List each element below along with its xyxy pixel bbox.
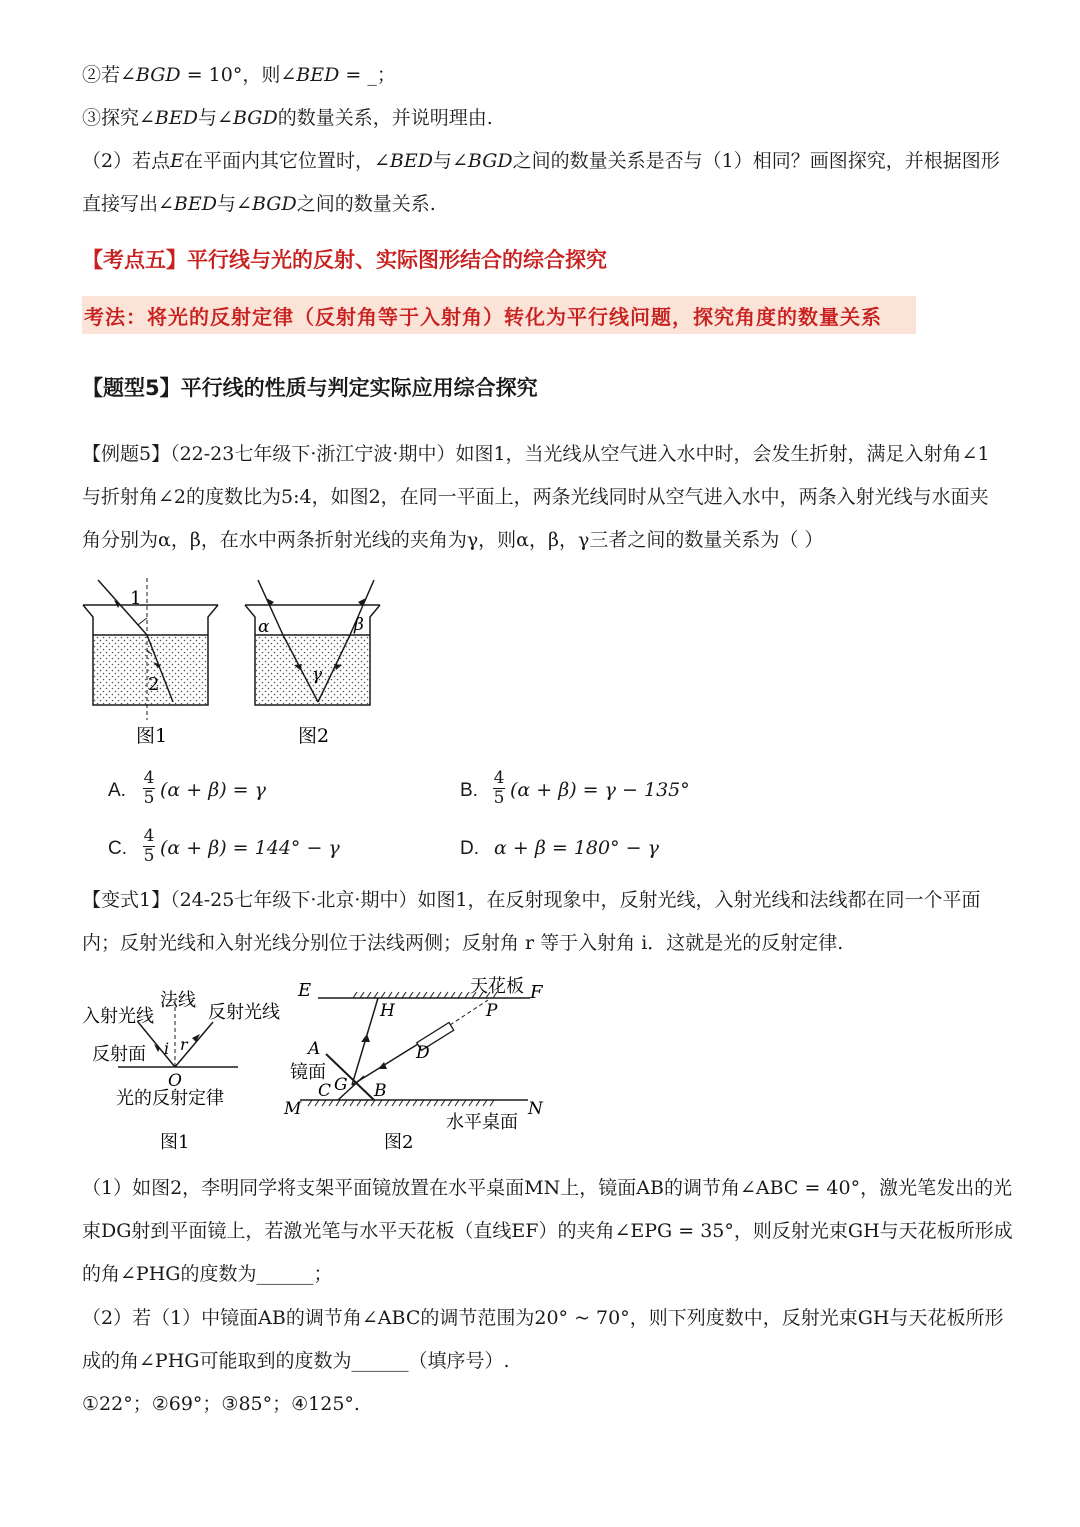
fig2-B: B [374, 1081, 387, 1101]
fig2-N: N [528, 1099, 543, 1119]
example5-line1: 【例题5】（22-23七年级下·浙江宁波·期中）如图1，当光线从空气进入水中时，会发生折射，满足入射角∠1 [82, 443, 990, 465]
option-d-expr: α + β = 180° − γ [494, 837, 659, 859]
option-c-expr: (α + β) = 144° − γ [160, 837, 340, 859]
q1-part2-line1: （2）若点E在平面内其它位置时，∠BED与∠BGD之间的数量关系是否与（1）相同？画图探究，并根据图形 [82, 150, 1000, 172]
q1-line-2: ②若∠BGD = 10°，则∠BED = _； [82, 64, 396, 86]
kaodian-heading: 【考点五】平行线与光的反射、实际图形结合的综合探究 [82, 248, 607, 272]
fig2-A: A [308, 1039, 321, 1059]
fig2-C: C [318, 1081, 332, 1101]
fig2-label: 图2 [298, 725, 330, 747]
option-a-fraction [143, 769, 155, 808]
option-b-expr: (α + β) = γ − 135° [510, 779, 690, 801]
option-b-fraction [493, 769, 505, 808]
variant1-p1-line3: 的角∠PHG的度数为______； [82, 1263, 333, 1285]
variant1-line2: 内；反射光线和入射光线分别位于法线两侧；反射角 r 等于入射角 i．这就是光的反射定律. [82, 932, 844, 954]
fig2-beta: β [354, 615, 364, 635]
fig2-G: G [334, 1075, 348, 1095]
section-title: 【题型5】平行线的性质与判定实际应用综合探究 [82, 376, 538, 400]
fig1-O-label: O [168, 1071, 182, 1091]
fig1-r-label: r [180, 1035, 188, 1054]
option-b-den: 5 [493, 788, 505, 808]
variant1-p1-line1: （1）如图2，李明同学将支架平面镜放置在水平桌面MN上，镜面AB的调节角∠ABC = 40°，激光笔发出的光 [82, 1177, 1013, 1199]
fig2-beaker [245, 580, 380, 705]
fig2-gamma: γ [312, 665, 323, 685]
refraction-figures [78, 570, 398, 760]
variant1-p2-line1: （2）若（1）中镜面AB的调节角∠ABC的调节范围为20° ~ 70°，则下列度数中，反射光束GH与天花板所形 [82, 1307, 1004, 1329]
fig2-desk: 水平桌面 [446, 1112, 518, 1133]
fig2-E: E [298, 980, 312, 1001]
fig1-angle-1: 1 [130, 588, 142, 609]
option-c-fraction [143, 827, 155, 866]
option-a-den: 5 [143, 788, 155, 808]
fig1-normal-label: 法线 [160, 990, 196, 1011]
fig2-alpha: α [258, 617, 270, 637]
option-a-expr: (α + β) = γ [160, 779, 266, 801]
fig1-label: 图1 [136, 725, 168, 747]
option-a-letter: A. [108, 780, 126, 801]
variant1-line1: 【变式1】（24-25七年级下·北京·期中）如图1，在反射现象中，反射光线，入射光线和法线都在同一个平面 [82, 889, 981, 911]
q1-line-3: ③探究∠BED与∠BGD的数量关系，并说明理由. [82, 107, 493, 129]
option-b-num: 4 [493, 768, 505, 788]
kaodian-method: 考法：将光的反射定律（反射角等于入射角）转化为平行线问题，探究角度的数量关系 [84, 305, 882, 329]
option-a-num: 4 [143, 768, 155, 788]
fig1-incident-label: 入射光线 [82, 1006, 154, 1027]
variant-fig2-label: 图2 [384, 1132, 414, 1153]
fig2-mirror: 镜面 [290, 1062, 326, 1083]
reflection-figures [78, 972, 558, 1162]
variant1-choices: ①22°；②69°；③85°；④125°. [82, 1393, 360, 1415]
option-c-num: 4 [143, 826, 155, 846]
option-c-letter: C. [108, 838, 127, 859]
fig1-surface-label: 反射面 [92, 1044, 146, 1065]
fig2-D: D [416, 1043, 430, 1063]
fig2-F: F [530, 982, 543, 1003]
fig2-M: M [284, 1099, 302, 1119]
variant1-p2-line2: 成的角∠PHG可能取到的度数为______（填序号）. [82, 1350, 510, 1372]
option-b-letter: B. [460, 780, 478, 801]
example5-line3: 角分别为α，β，在水中两条折射光线的夹角为γ，则α，β，γ三者之间的数量关系为（ ） [82, 529, 824, 551]
variant-fig1-label: 图1 [160, 1132, 190, 1153]
fig2-ceiling: 天花板 [470, 976, 524, 997]
fig1-beaker [83, 578, 218, 720]
option-d-letter: D. [460, 838, 479, 859]
fig1-angle-2: 2 [148, 674, 160, 695]
fig1-reflected-label: 反射光线 [208, 1002, 280, 1023]
fig2-P: P [486, 1001, 498, 1021]
fig1-caption: 光的反射定律 [116, 1088, 224, 1109]
variant1-p1-line2: 束DG射到平面镜上，若激光笔与水平天花板（直线EF）的夹角∠EPG = 35°，则反射光束GH与天花板所形成 [82, 1220, 1013, 1242]
fig2-H: H [380, 1001, 395, 1021]
fig1-i-label: i [164, 1039, 170, 1058]
q1-part2-line2: 直接写出∠BED与∠BGD之间的数量关系. [82, 193, 436, 215]
option-c-den: 5 [143, 846, 155, 866]
example5-line2: 与折射角∠2的度数比为5:4，如图2，在同一平面上，两条光线同时从空气进入水中，两条入射光线与水面夹 [82, 486, 989, 508]
